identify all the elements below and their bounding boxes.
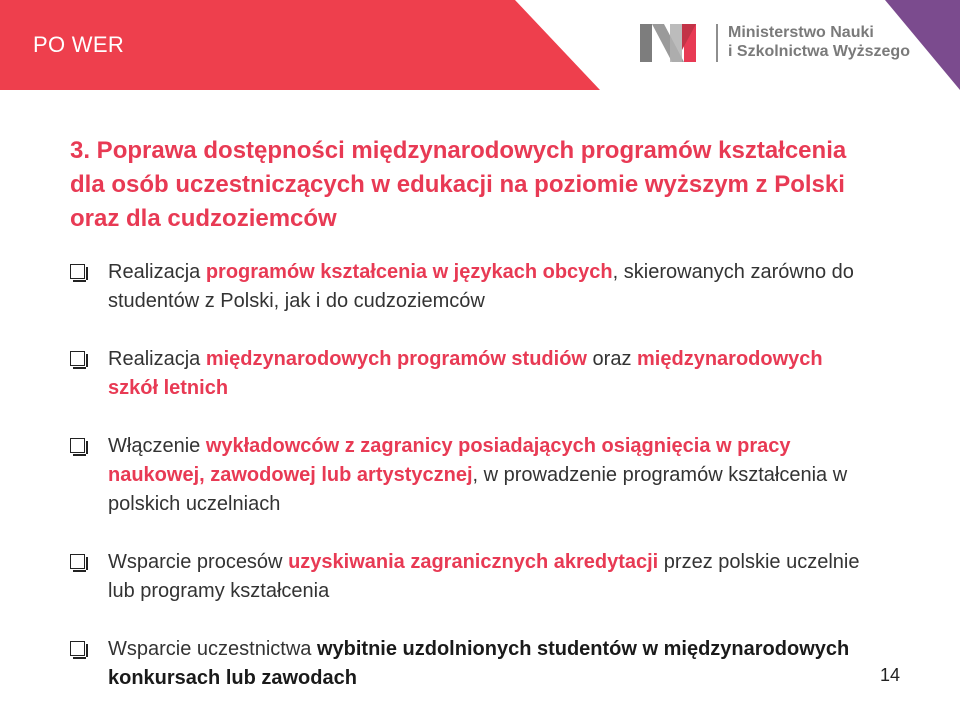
bullet-text-segment: , w prowadzenie programów kształcenia w polskich uczelniach (108, 464, 848, 515)
bullet-text-segment: Realizacja (108, 348, 206, 370)
section-label: PO WER (33, 32, 125, 57)
ministry-logo (640, 22, 910, 68)
slide-title: 3. Poprawa dostępności międzynarodowych programów kształcenia dla osób uczestniczących w edukacji na poziomie wyższym z Polski oraz dla cudzoziemców (70, 137, 847, 232)
bullet-text-segment: wykładowców z zagranicy posiadających osiągnięcia w pracy naukowej, zawodowej lub artystycznej (108, 435, 791, 486)
checkbox-bullet-icon (70, 554, 85, 569)
bullet-item (70, 345, 860, 403)
bullet-text-segment: przez polskie uczelnie lub programy kształcenia (108, 551, 860, 602)
bullet-text-segment: , skierowanych zarówno do studentów z Polski, jak i do cudzoziemców (108, 261, 854, 312)
bullet-text-segment: uzyskiwania zagranicznych akredytacji (288, 551, 659, 573)
logo-line-2: i Szkolnictwa Wyższego (728, 43, 910, 60)
bullet-item (70, 548, 860, 606)
bullet-text-segment: Włączenie (108, 435, 206, 457)
bullet-item (70, 432, 860, 519)
ministry-logo-icon (640, 24, 706, 62)
bullet-text-segment: wybitnie uzdolnionych studentów w międzynarodowych konkursach lub zawodach (108, 638, 850, 689)
header-tab (0, 0, 600, 90)
checkbox-bullet-icon (70, 438, 85, 453)
bullet-text-segment: międzynarodowych szkół letnich (108, 348, 823, 399)
bullet-item (70, 258, 860, 316)
logo-line-1: Ministerstwo Nauki (728, 24, 874, 41)
bullet-text-segment: programów kształcenia w językach obcych (205, 261, 613, 283)
logo-divider (716, 24, 718, 62)
bullet-list (70, 258, 860, 722)
bullet-text-segment: Wsparcie procesów (108, 551, 289, 573)
logo-text (728, 23, 910, 61)
checkbox-bullet-icon (70, 264, 85, 279)
checkbox-bullet-icon (70, 641, 85, 656)
bullet-text-segment: Wsparcie uczestnictwa (108, 638, 317, 660)
bullet-text-segment: oraz (586, 348, 638, 370)
page-number: 14 (880, 665, 901, 685)
bullet-text-segment: Realizacja (108, 261, 206, 283)
checkbox-bullet-icon (70, 351, 85, 366)
bullet-item (70, 635, 860, 693)
bullet-text-segment: międzynarodowych programów studiów (205, 348, 587, 370)
